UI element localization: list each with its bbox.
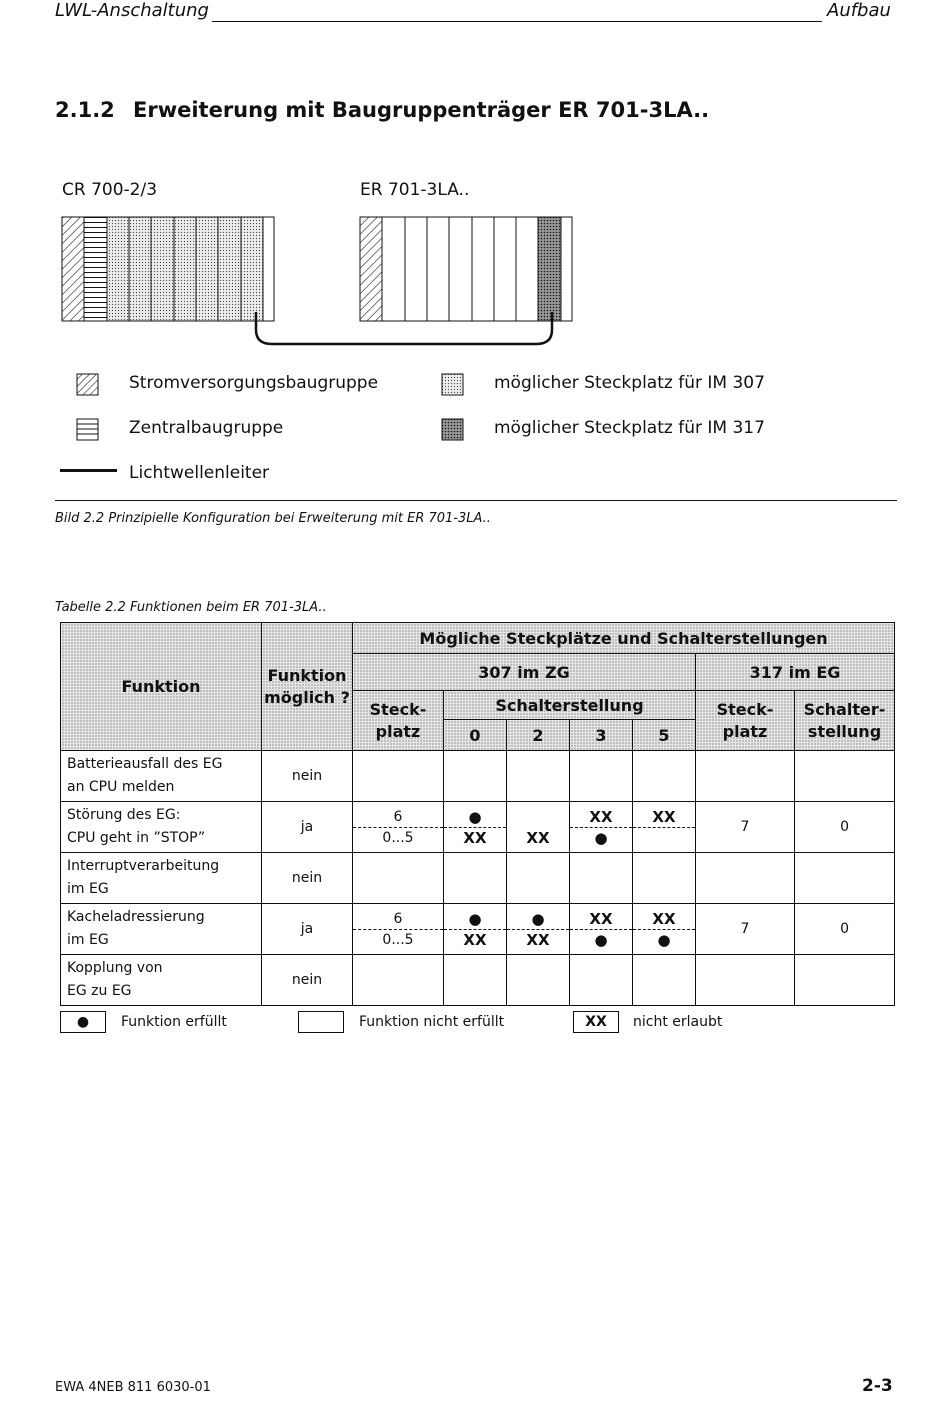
empty-slot <box>494 217 516 321</box>
possible-cell: nein <box>262 853 353 904</box>
possible-cell: nein <box>262 751 353 802</box>
section-heading: Erweiterung mit Baugruppenträger ER 701-3LA.. <box>133 98 710 122</box>
switch-0-bottom: XX <box>463 828 487 847</box>
im307-slot <box>241 217 263 321</box>
empty-slot <box>472 217 494 321</box>
header-switch-3: 3 <box>570 720 633 751</box>
header-switch-5: 5 <box>633 720 696 751</box>
switch-5-top: XX <box>633 906 695 930</box>
switch-2-bottom: XX <box>526 828 550 847</box>
empty-slot <box>516 217 538 321</box>
legend-im307: möglicher Steckplatz für IM 307 <box>494 373 765 393</box>
im307-slot <box>151 217 174 321</box>
cpu-slot <box>84 217 107 321</box>
figure-caption: Bild 2.2 Prinzipielle Konfiguration bei Erweiterung mit ER 701-3LA.. <box>55 511 491 526</box>
switch-0-top: ● <box>444 906 506 930</box>
eg-slot-cell: 7 <box>696 904 795 955</box>
section-number: 2.1.2 <box>55 98 115 122</box>
header-moeglich: Funktion möglich ? <box>262 623 353 751</box>
switch-3-bottom: ● <box>594 930 608 949</box>
rack-diagram <box>0 0 950 360</box>
slot-top: 6 <box>353 804 443 828</box>
table-row <box>61 751 895 802</box>
legend-empty-text: Funktion nicht erfüllt <box>359 1014 505 1030</box>
footer-doc-number: EWA 4NEB 811 6030-01 <box>55 1380 211 1395</box>
switch-2-bottom: XX <box>526 930 550 949</box>
slot-bottom: 0...5 <box>382 829 414 846</box>
empty-slot <box>405 217 427 321</box>
function-cell: Kopplung von EG zu EG <box>61 955 262 1006</box>
header-funktion: Funktion <box>61 623 262 751</box>
rack-er701 <box>360 217 572 321</box>
eg-slot-cell: 7 <box>696 802 795 853</box>
function-cell: Interruptverarbeitung im EG <box>61 853 262 904</box>
power-supply-icon <box>76 373 100 397</box>
function-cell: Batterieausfall des EG an CPU melden <box>61 751 262 802</box>
rack-end <box>561 217 572 321</box>
slot-bottom: 0...5 <box>382 931 414 948</box>
legend-xx-box: XX <box>573 1011 619 1033</box>
header-schalterstellung: Schalterstellung <box>444 691 696 720</box>
slot-top: 6 <box>353 906 443 930</box>
eg-switch-cell: 0 <box>795 904 895 955</box>
legend-empty-box <box>298 1011 344 1033</box>
switch-2-top: ● <box>507 906 569 930</box>
legend-xx-text: nicht erlaubt <box>633 1014 723 1030</box>
rack-right-label: ER 701-3LA.. <box>360 180 470 200</box>
header-left: LWL-Anschaltung <box>55 0 209 21</box>
function-cell: Störung des EG: CPU geht in ”STOP” <box>61 802 262 853</box>
switch-5-bottom: ● <box>657 930 671 949</box>
im307-slot <box>218 217 241 321</box>
central-unit-icon <box>76 418 100 442</box>
switch-3-top: XX <box>570 906 632 930</box>
legend-central: Zentralbaugruppe <box>129 418 284 438</box>
footer-page-number: 2-3 <box>862 1376 893 1396</box>
im317-slot <box>538 217 561 321</box>
header-steckplatz-eg: Steck- platz <box>696 691 795 751</box>
possible-cell: ja <box>262 904 353 955</box>
table-row <box>61 904 895 955</box>
rack-cr700 <box>62 217 274 321</box>
header-steckplatz: Steck- platz <box>353 691 444 751</box>
function-cell: Kacheladressierung im EG <box>61 904 262 955</box>
header-group: Mögliche Steckplätze und Schalterstellungen <box>353 623 895 654</box>
im307-slot <box>107 217 129 321</box>
im307-slot <box>196 217 218 321</box>
legend-power: Stromversorgungsbaugruppe <box>129 373 379 393</box>
header-switch-0: 0 <box>444 720 507 751</box>
figure-rule <box>55 500 897 501</box>
im307-slot-icon <box>441 373 465 397</box>
switch-5-bottom <box>633 828 695 851</box>
legend-fiber: Lichtwellenleiter <box>129 463 270 483</box>
function-table <box>60 622 895 1006</box>
im317-slot-icon <box>441 418 465 442</box>
im307-slot <box>174 217 196 321</box>
empty-slot <box>382 217 405 321</box>
switch-0-top: ● <box>444 804 506 828</box>
empty-slot <box>427 217 449 321</box>
table-row <box>61 955 895 1006</box>
switch-0-bottom: XX <box>463 930 487 949</box>
switch-3-bottom: ● <box>594 828 608 847</box>
table-row <box>61 853 895 904</box>
header-right: Aufbau <box>827 0 891 21</box>
switch-5-top: XX <box>633 804 695 828</box>
fiber-line-icon <box>60 469 117 472</box>
header-switch-2: 2 <box>507 720 570 751</box>
table-caption: Tabelle 2.2 Funktionen beim ER 701-3LA.. <box>55 600 327 615</box>
eg-switch-cell: 0 <box>795 802 895 853</box>
table-row <box>61 802 895 853</box>
switch-3-top: XX <box>570 804 632 828</box>
empty-slot <box>449 217 472 321</box>
switch-2-top <box>507 804 569 827</box>
possible-cell: ja <box>262 802 353 853</box>
rack-left-label: CR 700-2/3 <box>62 180 158 200</box>
legend-dot-text: Funktion erfüllt <box>121 1014 227 1030</box>
power-supply-slot <box>62 217 84 321</box>
header-schalter-eg: Schalter- stellung <box>795 691 895 751</box>
header-307-zg: 307 im ZG <box>353 654 696 691</box>
header-317-eg: 317 im EG <box>696 654 895 691</box>
im307-slot <box>129 217 151 321</box>
possible-cell: nein <box>262 955 353 1006</box>
power-supply-slot <box>360 217 382 321</box>
legend-im317: möglicher Steckplatz für IM 317 <box>494 418 765 438</box>
legend-dot-box: ● <box>60 1011 106 1033</box>
rack-end <box>263 217 274 321</box>
